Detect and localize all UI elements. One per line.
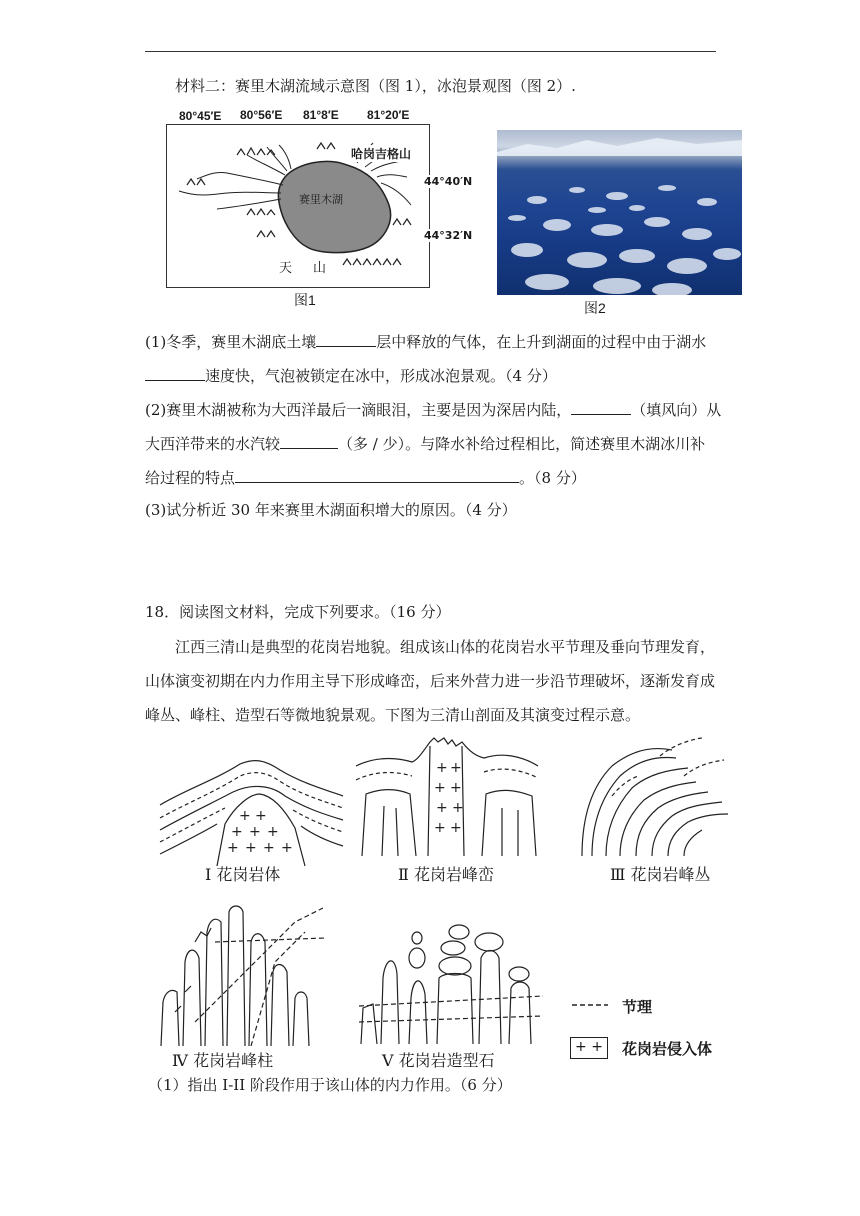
- svg-text:+: +: [245, 840, 257, 856]
- svg-text:+: +: [249, 824, 261, 840]
- svg-text:+: +: [450, 780, 462, 796]
- question-2-line-2: [145, 434, 705, 454]
- svg-text:+: +: [436, 760, 448, 776]
- stage-5-label: Ⅴ 花岗岩造型石: [382, 1051, 495, 1070]
- lon-label-2: 80°56′E: [240, 108, 283, 122]
- stage-4-label: Ⅳ 花岗岩峰柱: [172, 1051, 274, 1070]
- stage-2-label: Ⅱ 花岗岩峰峦: [398, 865, 494, 884]
- lon-label-1: 80°45′E: [179, 109, 222, 123]
- question-2-line-1: [145, 400, 721, 420]
- q2-text-e: 给过程的特点: [145, 469, 236, 487]
- figure-2-caption: 图2: [584, 300, 606, 316]
- ice-bubble-photo: [497, 130, 742, 295]
- page-top-rule: [145, 51, 716, 52]
- q1-text-c: 速度快，气泡被锁定在冰中，形成冰泡景观。（4 分）: [205, 367, 557, 385]
- question-1-line-1: [145, 332, 706, 352]
- svg-text:+: +: [452, 800, 464, 816]
- svg-text:+: +: [239, 808, 251, 824]
- lat-label-1: 44°40′N: [424, 175, 473, 188]
- lake-label: 赛里木湖: [299, 193, 343, 206]
- svg-text:+: +: [231, 824, 243, 840]
- legend-joint-symbol: [572, 996, 608, 1008]
- q2-text-f: 。（8 分）: [519, 469, 586, 487]
- lon-label-3: 81°8′E: [303, 108, 339, 122]
- material-heading: 材料二：赛里木湖流域示意图（图 1），冰泡景观图（图 2）.: [175, 77, 576, 95]
- q18-paragraph-line-3: 峰丛、峰柱、造型石等微地貌景观。下图为三清山剖面及其演变过程示意。: [145, 706, 641, 724]
- q2-text-a: (2)赛里木湖被称为大西洋最后一滴眼泪，主要是因为深居内陆，: [145, 401, 572, 419]
- stage-4-diagram: [155, 902, 330, 1048]
- stage-1-label: Ⅰ 花岗岩体: [205, 865, 281, 884]
- stage-2-diagram: [352, 736, 542, 864]
- svg-text:+: +: [227, 840, 239, 856]
- lat-label-2: 44°32′N: [424, 229, 473, 242]
- stage-5-diagram: [355, 918, 545, 1046]
- svg-text:+: +: [267, 824, 279, 840]
- mountain-north-label: 哈岗吉格山: [351, 147, 412, 161]
- question-18-title: 18．阅读图文材料，完成下列要求。（16 分）: [145, 603, 451, 621]
- q1-text-a: (1)冬季，赛里木湖底土壤: [145, 333, 317, 351]
- svg-text:+: +: [436, 800, 448, 816]
- question-1-line-2: [145, 366, 557, 386]
- ice-bubble-drawing: [497, 130, 742, 295]
- q18-paragraph-line-2: 山体演变初期在内力作用主导下形成峰峦，后来外营力进一步沿节理破坏，逐渐发育成: [145, 672, 716, 690]
- q18-subquestion-1: （1）指出 I-II 阶段作用于该山体的内力作用。（6 分）: [148, 1076, 512, 1094]
- lon-label-4: 81°20′E: [367, 108, 410, 122]
- legend-intrusion-symbol: + +: [570, 1037, 608, 1059]
- q2-text-d: （多 / 少）。与降水补给过程相比，简述赛里木湖冰川补: [338, 435, 706, 453]
- stage-3-diagram: [572, 736, 732, 860]
- svg-text:+: +: [450, 760, 462, 776]
- question-3: (3)试分析近 30 年来赛里木湖面积增大的原因。（4 分）: [145, 501, 517, 519]
- q1-blank-2[interactable]: [145, 366, 205, 381]
- map-frame: [166, 124, 473, 288]
- legend-intrusion-label: 花岗岩侵入体: [622, 1040, 713, 1058]
- tianshan-label-1: 天: [279, 261, 293, 276]
- tianshan-label-2: 山: [313, 261, 327, 276]
- q2-blank-feature[interactable]: [235, 468, 519, 483]
- q1-blank-1[interactable]: [316, 332, 376, 347]
- legend-joint-label: 节理: [622, 998, 653, 1016]
- svg-text:+: +: [255, 808, 267, 824]
- svg-text:+: +: [281, 840, 293, 856]
- stage-3-label: Ⅲ 花岗岩峰丛: [610, 865, 711, 884]
- q2-blank-amount[interactable]: [280, 434, 338, 449]
- q2-blank-wind[interactable]: [571, 400, 631, 415]
- q2-text-b: （填风向）从: [631, 401, 722, 419]
- svg-text:+: +: [450, 820, 462, 836]
- stage-1-diagram: [155, 750, 345, 870]
- svg-text:+: +: [434, 780, 446, 796]
- svg-text:+: +: [263, 840, 275, 856]
- figure-1-caption: 图1: [294, 292, 316, 308]
- svg-text:+: +: [434, 820, 446, 836]
- q2-text-c: 大西洋带来的水汽较: [145, 435, 281, 453]
- question-2-line-3: [145, 468, 586, 488]
- q1-text-b: 层中释放的气体，在上升到湖面的过程中由于湖水: [376, 333, 707, 351]
- q18-paragraph-line-1: 江西三清山是典型的花岗岩地貌。组成该山体的花岗岩水平节理及垂向节理发育，: [175, 638, 716, 656]
